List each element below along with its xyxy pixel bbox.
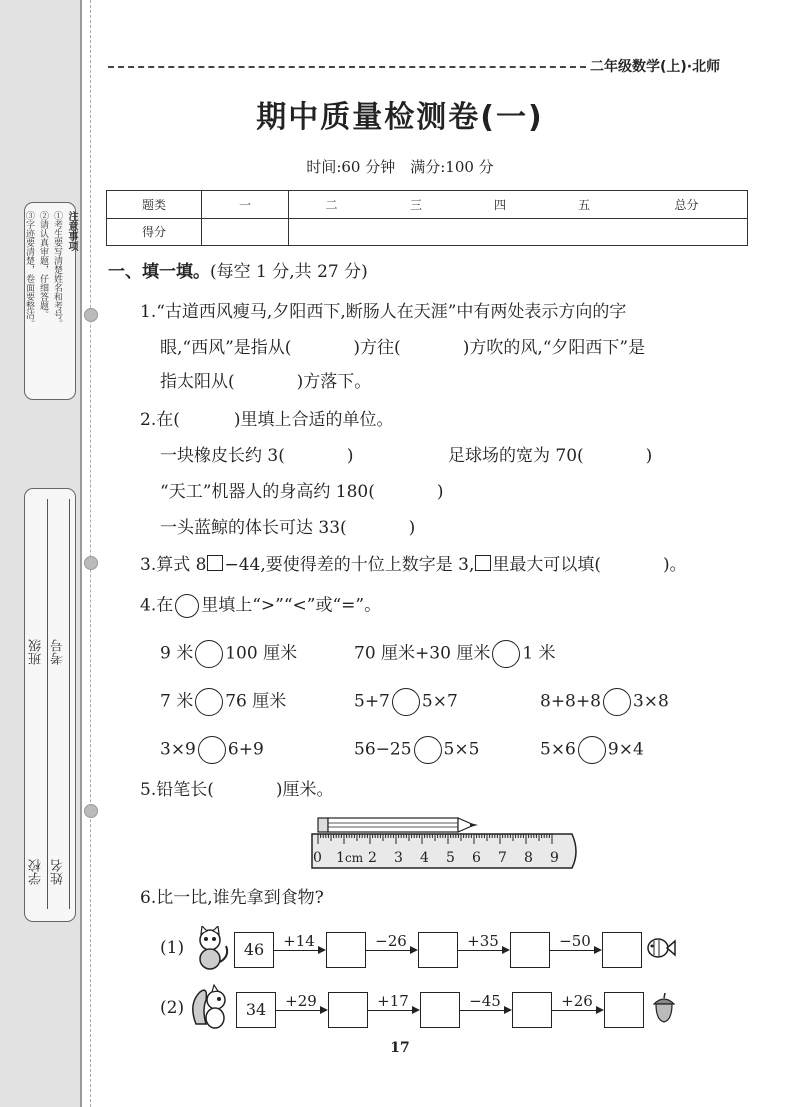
chain-2-op: +29 [285, 992, 317, 1010]
binding-hole [84, 556, 98, 570]
arrow-icon [366, 950, 416, 951]
score-row-label: 得分 [107, 218, 202, 246]
score-col-2: 二 [289, 191, 375, 219]
note-1: ①考生要写清楚姓名和考号。 [52, 211, 62, 328]
chain-2-op: +26 [561, 992, 593, 1010]
q4-item: 5+7 5×7 [354, 688, 458, 716]
q1-line1: 1.“古道西风瘦马,夕阳西下,断肠人在天涯”中有两处表示方向的字 [140, 302, 627, 322]
q4-item: 7 米 76 厘米 [160, 688, 286, 716]
notes-title: 注意事项 [66, 211, 77, 251]
ruler-label: 0 [313, 850, 322, 866]
compare-circle[interactable] [414, 736, 442, 764]
ruler-label: 7 [498, 850, 507, 866]
arrow-icon [274, 950, 324, 951]
score-cell[interactable] [289, 218, 748, 246]
note-3: ③字迹要清楚，卷面要整洁。 [24, 211, 34, 328]
q2-stem: 2.在( )里填上合适的单位。 [140, 410, 394, 430]
name-label: 姓名 [51, 859, 66, 885]
compare-circle[interactable] [392, 688, 420, 716]
chain-2-box[interactable] [328, 992, 368, 1028]
chain-1-op: −26 [375, 932, 407, 950]
q4-item: 8+8+8 3×8 [540, 688, 669, 716]
q2-item1: 一块橡皮长约 3( ) [160, 446, 354, 466]
ruler-label: 2 [368, 850, 377, 866]
chain-1-box[interactable] [418, 932, 458, 968]
ruler-label: 9 [550, 850, 559, 866]
header-tag: 二年级数学(上)·北师 [590, 59, 721, 75]
q1-line3: 指太阳从( )方落下。 [160, 372, 372, 392]
chain-2-box[interactable] [604, 992, 644, 1028]
page-number: 17 [390, 1040, 410, 1056]
arrow-icon [368, 1010, 418, 1011]
q3-line: 3.算式 8 −44,要使得差的十位上数字是 3, 里最大可以填( )。 [140, 555, 687, 575]
chain-1-box[interactable] [602, 932, 642, 968]
compare-circle[interactable] [578, 736, 606, 764]
q4-item: 3×9 6+9 [160, 736, 264, 764]
binding-hole [84, 804, 98, 818]
compare-circle[interactable] [195, 640, 223, 668]
chain-2-label: (2) [160, 998, 185, 1018]
q6-stem: 6.比一比,谁先拿到食物? [140, 888, 324, 908]
header-rule [108, 66, 586, 68]
notes-box [24, 202, 76, 400]
digit-box[interactable] [207, 555, 223, 571]
q4-stem: 4.在 里填上“>”“<”或“=”。 [140, 594, 381, 618]
q2-item3: “天工”机器人的身高约 180( ) [160, 482, 444, 502]
score-table [106, 190, 748, 246]
q4-item: 70 厘米+30 厘米 1 米 [354, 640, 556, 668]
chain-1-label: (1) [160, 938, 185, 958]
q4-item: 56−25 5×5 [354, 736, 479, 764]
chain-1-op: −50 [559, 932, 591, 950]
ruler-unit: cm [345, 851, 364, 865]
fish-icon [646, 932, 676, 968]
cat-icon [190, 926, 232, 974]
arrow-icon [550, 950, 600, 951]
chain-2-op: −45 [469, 992, 501, 1010]
compare-circle[interactable] [198, 736, 226, 764]
page-title: 期中质量检测卷(一) [256, 100, 544, 135]
arrow-icon [552, 1010, 602, 1011]
arrow-icon [276, 1010, 326, 1011]
student-info-box [24, 488, 76, 922]
chain-2-start: 34 [236, 992, 276, 1028]
acorn-icon [652, 992, 676, 1028]
ruler-label: 3 [394, 850, 403, 866]
ruler-label: 6 [472, 850, 481, 866]
ruler-label: 5 [446, 850, 455, 866]
binding-hole [84, 308, 98, 322]
chain-1-box[interactable] [326, 932, 366, 968]
compare-circle[interactable] [603, 688, 631, 716]
ruler-graphic [310, 812, 582, 870]
exam-info: 时间:60 分钟 满分:100 分 [306, 158, 494, 176]
chain-2-op: +17 [377, 992, 409, 1010]
compare-circle[interactable] [492, 640, 520, 668]
q4-item: 9 米 100 厘米 [160, 640, 297, 668]
chain-2-box[interactable] [420, 992, 460, 1028]
q4-item: 5×6 9×4 [540, 736, 644, 764]
score-col-1: 一 [202, 191, 289, 219]
arrow-icon [458, 950, 508, 951]
arrow-icon [460, 1010, 510, 1011]
score-cell[interactable] [202, 218, 289, 246]
score-col-5: 五 [542, 191, 626, 219]
exam-no-label: 考号 [51, 639, 66, 665]
q2-item2: 足球场的宽为 70( ) [448, 446, 653, 466]
chain-1-op: +14 [283, 932, 315, 950]
chain-1-op: +35 [467, 932, 499, 950]
class-label: 班级 [29, 639, 44, 665]
q2-item4: 一头蓝鲸的体长可达 33( ) [160, 518, 416, 538]
chain-1-box[interactable] [510, 932, 550, 968]
score-col-total: 总分 [626, 191, 748, 219]
score-col-3: 三 [374, 191, 458, 219]
q5-line: 5.铅笔长( )厘米。 [140, 780, 334, 800]
digit-box [475, 555, 491, 571]
ruler-label: 1 [336, 850, 345, 866]
school-label: 学校 [29, 859, 44, 885]
score-col-4: 四 [458, 191, 542, 219]
squirrel-icon [190, 984, 232, 1034]
q1-line2: 眼,“西风”是指从( )方往( )方吹的风,“夕阳西下”是 [160, 338, 646, 358]
compare-circle[interactable] [195, 688, 223, 716]
compare-circle-icon [175, 594, 199, 618]
chain-1-start: 46 [234, 932, 274, 968]
section-heading: 一、填一填。(每空 1 分,共 27 分) [108, 262, 368, 282]
ruler-label: 4 [420, 850, 429, 866]
ruler-label: 8 [524, 850, 533, 866]
note-2: ②请认真审题，仔细答题。 [38, 211, 48, 319]
ruler-figure [310, 812, 582, 870]
chain-2-box[interactable] [512, 992, 552, 1028]
pencil-icon [318, 818, 478, 832]
score-table-header-label: 题类 [107, 191, 202, 219]
